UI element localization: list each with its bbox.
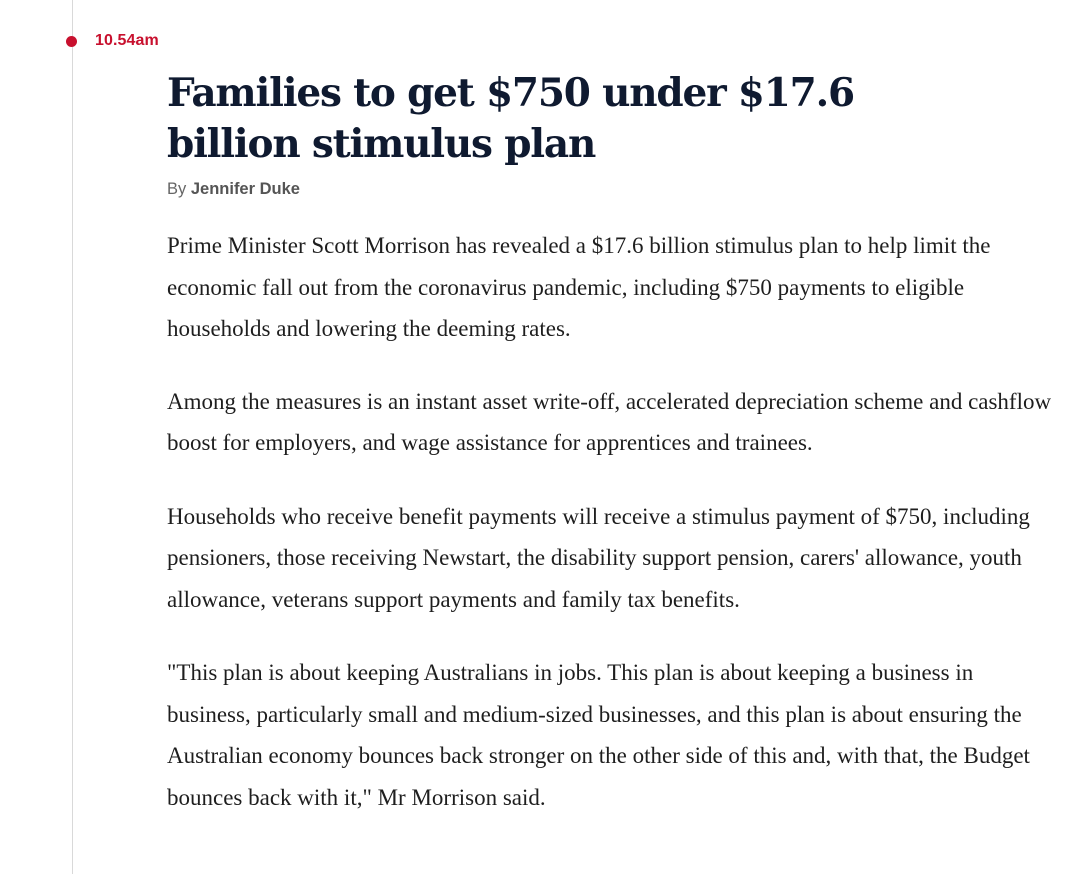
body-paragraph: "This plan is about keeping Australians in jobs. This plan is about keeping a business in business, particularly small and medium-sized businesses, and this plan is about ensuring the Australian economy bounces back stronger on the other side of this and, with that, the Budget bounces back with it," Mr Morrison said. <box>167 660 1030 810</box>
timeline-line <box>72 0 73 874</box>
author-name[interactable]: Jennifer Duke <box>190 180 300 198</box>
body-paragraph: Prime Minister Scott Morrison has revealed a $17.6 billion stimulus plan to help limit the economic fall out from the coronavirus pandemic, including $750 payments to eligible households and lowering the deeming rates. <box>167 233 991 341</box>
body-paragraph: Households who receive benefit payments will receive a stimulus payment of $750, including pensioners, those receiving Newstart, the disability support pension, carers' allowance, youth allowance, veterans support payments and family tax benefits. <box>167 503 1030 612</box>
live-post <box>167 68 1052 818</box>
timeline-entry-header <box>66 30 159 52</box>
byline-prefix: By <box>167 180 191 198</box>
post-headline: Families to get $750 under $17.6 billion stimulus plan <box>167 70 854 167</box>
post-timestamp: 10.54am <box>95 32 159 49</box>
byline <box>167 180 1052 199</box>
body-paragraph: Among the measures is an instant asset write-off, accelerated depreciation scheme and cashflow boost for employers, and wage assistance for apprentices and trainees. <box>167 388 1052 455</box>
timeline-dot-icon <box>66 36 77 47</box>
